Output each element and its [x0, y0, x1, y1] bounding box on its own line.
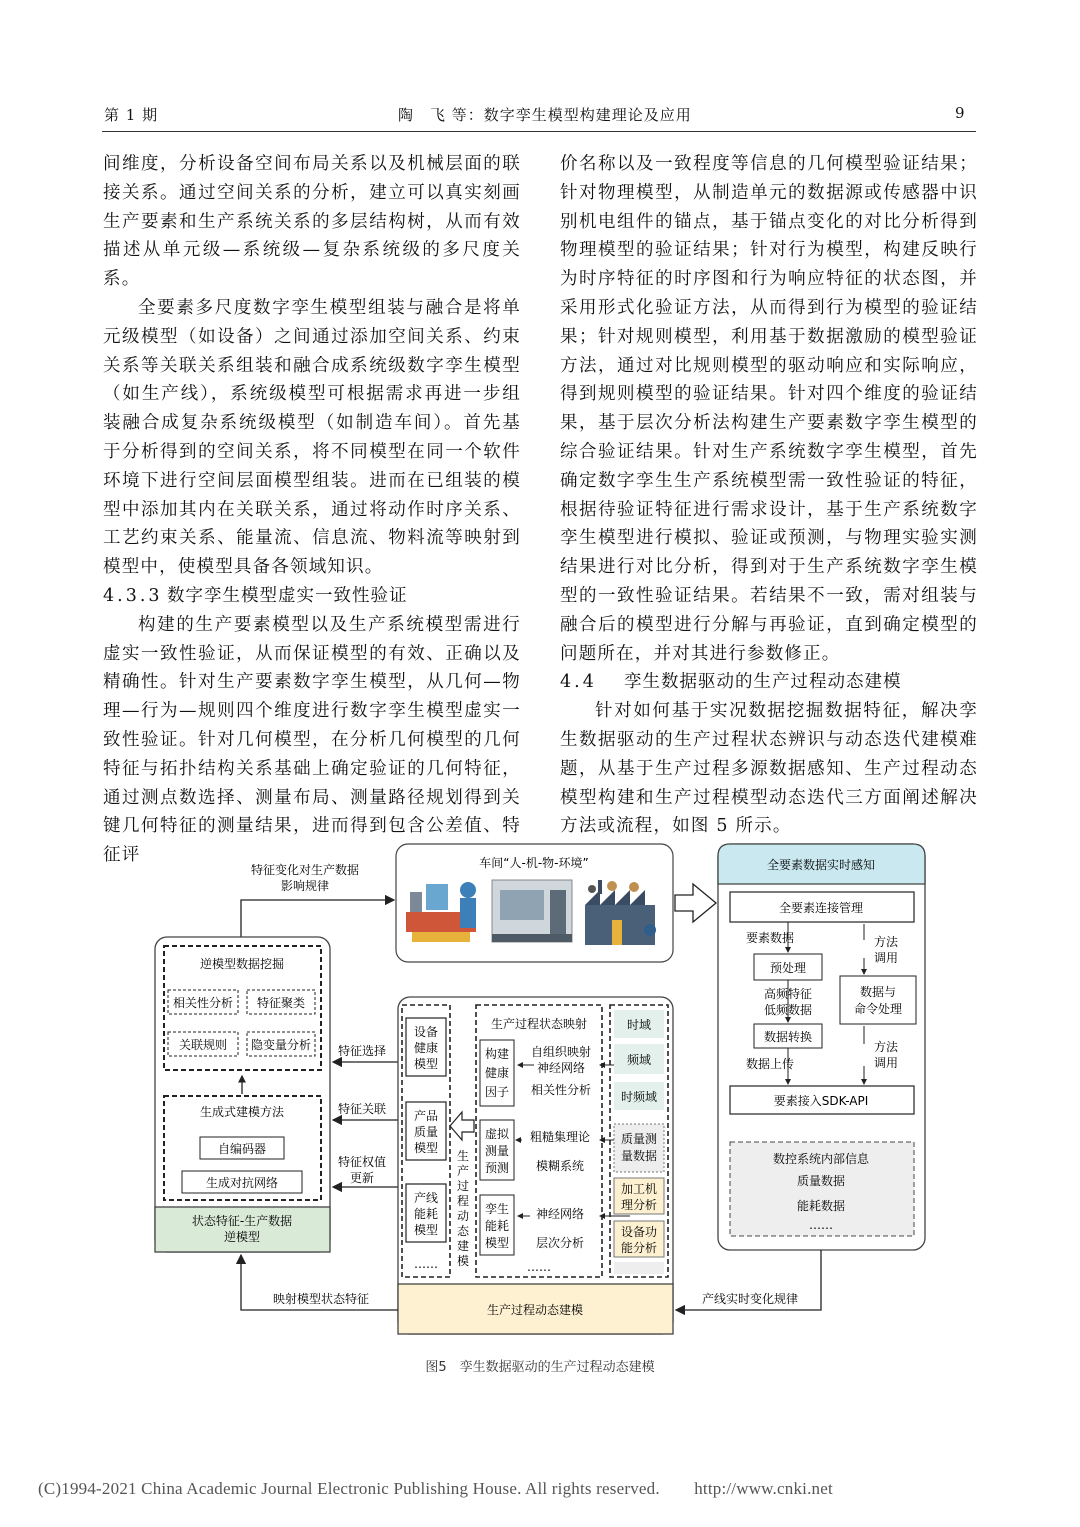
- svg-text:模型: 模型: [484, 1236, 510, 1250]
- svg-text:产线实时变化规律: 产线实时变化规律: [701, 1292, 799, 1306]
- svg-text:质量测: 质量测: [620, 1132, 658, 1146]
- svg-text:预处理: 预处理: [769, 961, 807, 975]
- generative-item: 生成对抗网络: [205, 1176, 279, 1190]
- svg-text:能耗: 能耗: [413, 1207, 439, 1221]
- section-title: 数字孪生模型虚实一致性验证: [167, 585, 408, 606]
- svg-text:加工机: 加工机: [620, 1182, 658, 1196]
- generative-item: 自编码器: [217, 1142, 267, 1156]
- svg-text:质量数据: 质量数据: [796, 1174, 846, 1188]
- svg-text:更新: 更新: [349, 1171, 375, 1185]
- svg-text:设备功: 设备功: [620, 1225, 658, 1239]
- left-panel: [155, 937, 330, 1252]
- svg-text:调用: 调用: [873, 1056, 899, 1070]
- svg-text:时频域: 时频域: [620, 1090, 658, 1104]
- svg-text:数据转换: 数据转换: [763, 1030, 813, 1044]
- svg-text:设备: 设备: [413, 1025, 439, 1039]
- left-footer-1: 状态特征-生产数据: [191, 1214, 293, 1228]
- svg-text:……: ……: [527, 1260, 551, 1274]
- svg-text:能分析: 能分析: [620, 1241, 658, 1255]
- top-arrow-label-2: 影响规律: [280, 879, 330, 893]
- svg-text:时域: 时域: [626, 1018, 652, 1032]
- svg-text:特征选择: 特征选择: [337, 1044, 387, 1058]
- body-paragraph: 构建的生产要素模型以及生产系统模型需进行虚实一致性验证，从而保证模型的有效、正确以及精确性。针对生产要素数字孪生模型，从几何—物理—行为—规则四个维度进行数字孪生模型虚实一致性验证。针对几何模型，在分析几何模型的几何特征与拓扑结构关系基础上确定验证的几何特征，通过测点数选择、测量布局、测量路径规划得到关键几何特征的测量结果，进而得到包含公差值、特征评: [103, 614, 521, 866]
- svg-text:自组织映射: 自组织映射: [530, 1045, 592, 1059]
- svg-text:数据与: 数据与: [859, 985, 897, 999]
- svg-text:理分析: 理分析: [620, 1198, 658, 1212]
- top-arrow-label-1: 特征变化对生产数据: [250, 863, 360, 877]
- svg-text:能耗: 能耗: [484, 1219, 510, 1233]
- svg-text:能耗数据: 能耗数据: [796, 1199, 846, 1213]
- section-number: 4.3.3: [103, 585, 163, 606]
- svg-text:测量: 测量: [484, 1144, 510, 1158]
- svg-text:神经网络: 神经网络: [536, 1061, 586, 1075]
- copyright-line: (C)1994-2021 China Academic Journal Electronic Publishing House. All rights reserved. http://www.cnki.net: [38, 1479, 833, 1498]
- svg-text:映射模型状态特征: 映射模型状态特征: [272, 1292, 370, 1306]
- mining-item: 相关性分析: [172, 996, 234, 1010]
- svg-text:方法: 方法: [873, 935, 899, 949]
- svg-text:相关性分析: 相关性分析: [530, 1083, 592, 1097]
- page-number: 9: [955, 104, 966, 122]
- svg-text:孪生: 孪生: [484, 1202, 510, 1216]
- mining-item: 隐变量分析: [250, 1038, 312, 1052]
- center-footer: 生产过程动态建模: [486, 1303, 584, 1317]
- svg-text:数控系统内部信息: 数控系统内部信息: [772, 1152, 870, 1166]
- figure-caption: 图5 孪生数据驱动的生产过程动态建模: [425, 1360, 655, 1375]
- svg-text:……: ……: [414, 1257, 438, 1271]
- svg-text:产线: 产线: [413, 1191, 439, 1205]
- svg-text:要素接入SDK-API: 要素接入SDK-API: [773, 1094, 869, 1108]
- body-paragraph: 间维度，分析设备空间布局关系以及机械层面的联接关系。通过空间关系的分析，建立可以真实刻画生产要素和生产系统关系的多层结构树，从而有效描述从单元级—系统级—复杂系统级的多尺度关系。: [103, 154, 521, 290]
- svg-text:虚拟: 虚拟: [484, 1127, 510, 1141]
- svg-text:低频数据: 低频数据: [763, 1003, 813, 1017]
- running-title: 陶 飞 等：数字孪生模型构建理论及应用: [398, 106, 692, 124]
- svg-text:全要素连接管理: 全要素连接管理: [778, 901, 864, 915]
- svg-text:神经网络: 神经网络: [535, 1207, 585, 1221]
- section-title: 孪生数据驱动的生产过程动态建模: [624, 672, 902, 693]
- cnc-machine-illustration: [492, 880, 572, 942]
- mapping-title: 生产过程状态映射: [490, 1017, 588, 1031]
- svg-text:模型: 模型: [413, 1057, 439, 1071]
- svg-text:数据上传: 数据上传: [745, 1057, 795, 1071]
- workshop-title: 车间“人-机-物-环境”: [479, 856, 589, 870]
- perception-title: 全要素数据实时感知: [766, 858, 876, 872]
- section-number: 4.4: [560, 672, 597, 693]
- svg-text:健康: 健康: [484, 1066, 510, 1080]
- left-footer-2: 逆模型: [223, 1230, 261, 1244]
- generative-title: 生成式建模方法: [199, 1105, 285, 1119]
- svg-text:粗糙集理论: 粗糙集理论: [529, 1130, 591, 1144]
- vertical-label: 生产过程动态建模: [456, 1149, 470, 1268]
- svg-text:模糊系统: 模糊系统: [535, 1159, 585, 1173]
- svg-text:要素数据: 要素数据: [745, 931, 795, 945]
- svg-text:质量: 质量: [413, 1125, 439, 1139]
- svg-text:构建: 构建: [484, 1047, 510, 1061]
- svg-text:频域: 频域: [626, 1053, 652, 1067]
- svg-text:高频特征: 高频特征: [763, 987, 813, 1001]
- svg-text:……: ……: [809, 1218, 833, 1232]
- body-paragraph: 全要素多尺度数字孪生模型组装与融合是将单元级模型（如设备）之间通过添加空间关系、约束关系等关联关系组装和融合成系统级数字孪生模型（如生产线），系统级模型可根据需求再进一步组装融合成复杂系统级模型（如制造车间）。首先基于分析得到的空间关系，将不同模型在同一个软件环境下进行空间层面模型组装。进而在已组装的模型中添加其内在关联关系，通过将动作时序关系、工艺约束关系、能量流、信息流、物料流等映射到模型中，使模型具备各领域知识。: [103, 297, 521, 578]
- svg-text:模型: 模型: [413, 1223, 439, 1237]
- svg-text:特征权值: 特征权值: [337, 1155, 387, 1169]
- svg-text:特征关联: 特征关联: [337, 1102, 387, 1116]
- inverse-mining-title: 逆模型数据挖掘: [199, 957, 285, 971]
- body-paragraph: 针对如何基于实况数据挖掘数据特征，解决孪生数据驱动的生产过程状态辨识与动态迭代建模难题，从基于生产过程多源数据感知、生产过程动态模型构建和生产过程模型动态迭代三方面阐述解决方法或流程，如图 5 所示。: [560, 701, 978, 837]
- svg-text:预测: 预测: [484, 1161, 510, 1175]
- svg-text:产品: 产品: [413, 1109, 439, 1123]
- mining-item: 特征聚类: [256, 996, 306, 1010]
- mining-item: 关联规则: [178, 1038, 228, 1052]
- perception-arrow: [675, 884, 716, 922]
- svg-text:层次分析: 层次分析: [535, 1236, 585, 1250]
- journal-issue: 第 1 期: [104, 106, 159, 124]
- svg-text:健康: 健康: [413, 1041, 439, 1055]
- svg-text:方法: 方法: [873, 1040, 899, 1054]
- svg-text:量数据: 量数据: [620, 1149, 658, 1163]
- top-loop-arrow: [241, 900, 394, 937]
- svg-text:因子: 因子: [484, 1085, 510, 1099]
- body-paragraph: 价名称以及一致程度等信息的几何模型验证结果；针对物理模型，从制造单元的数据源或传感器中识别机电组件的锚点，基于锚点变化的对比分析得到物理模型的验证结果；针对行为模型，构建反映行为时序特征的时序图和行为响应特征的状态图，并采用形式化验证方法，从而得到行为模型的验证结果；针对规则模型，利用基于数据激励的模型验证方法，通过对比规则模型的驱动响应和实际响应，得到规则模型的验证结果。针对四个维度的验证结果，基于层次分析法构建生产要素数字孪生模型的综合验证结果。针对生产系统数字孪生模型，首先确定数字孪生生产系统模型需一致性验证的特征，根据待验证特征进行需求设计，基于生产系统数字孪生模型进行模拟、验证或预测，与物理实验实测结果进行对比分析，得到对于生产系统数字孪生模型的一致性验证结果。若结果不一致，需对组装与融合后的模型进行分解与再验证，直到确定模型的问题所在，并对其进行参数修正。: [560, 154, 978, 664]
- svg-text:模型: 模型: [413, 1141, 439, 1155]
- svg-text:调用: 调用: [873, 951, 899, 965]
- svg-text:命令处理: 命令处理: [853, 1002, 903, 1016]
